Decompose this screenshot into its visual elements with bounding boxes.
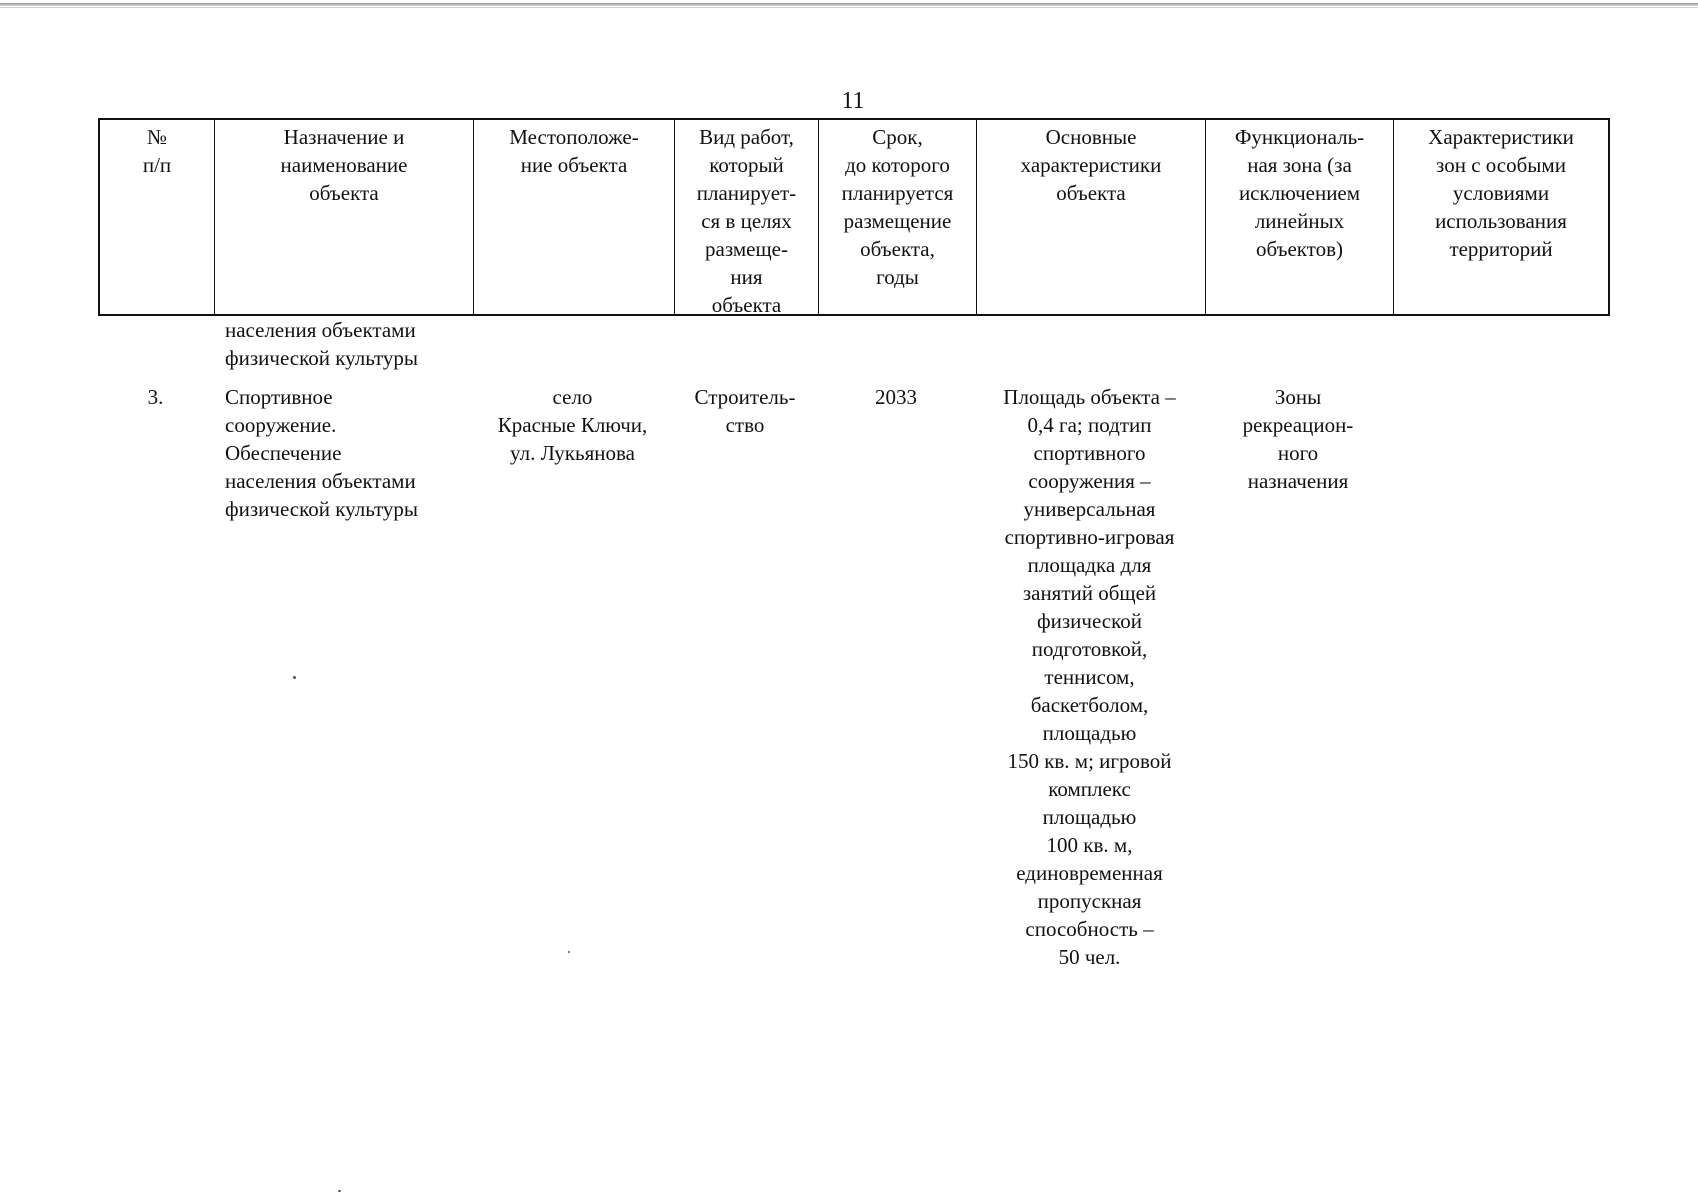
row-deadline: 2033 <box>875 385 917 409</box>
row-location: село Красные Ключи, ул. Лукьянова <box>497 385 648 465</box>
header-special-zones: Характеристики зон с особыми условиями использования территорий <box>1428 125 1574 261</box>
scan-speck <box>293 676 296 679</box>
row-object-name: Спортивное сооружение. Обеспечение населения объектами физической культуры <box>225 385 418 521</box>
scan-top-edge <box>0 3 1698 6</box>
row-functional-zone: Зоны рекреацион- ного назначения <box>1242 385 1354 493</box>
row-special-zones <box>1392 383 1606 971</box>
row-work-type: Строитель- ство <box>694 385 796 437</box>
page-number: 11 <box>841 88 865 114</box>
header-work-type: Вид работ, который планирует- ся в целях размеще- ния объекта <box>675 120 819 314</box>
row-number: 3. <box>147 385 164 409</box>
continuation-row <box>98 316 1610 372</box>
header-characteristics: Основные характеристики объекта <box>977 120 1206 314</box>
header-object-name: Назначение и наименование объекта <box>215 120 474 314</box>
table-header <box>98 118 1610 316</box>
scan-speck <box>338 1190 341 1192</box>
header-deadline: Срок, до которого планируется размещение объекта, годы <box>819 120 977 314</box>
continuation-name: населения объектами физической культуры <box>225 318 418 370</box>
header-number: № п/п <box>100 120 215 314</box>
table-row <box>98 383 1610 971</box>
scan-speck <box>568 951 570 953</box>
header-location: Местоположе- ние объекта <box>474 120 675 314</box>
row-characteristics: Площадь объекта – 0,4 га; подтип спортивного сооружения – универсальная спортивно-игровая площадка для занятий общей физической подготовкой, теннисом, баскетболом, площадью 150 кв. м; игровой комплекс площадью 100 кв. м, единовременная пропускная способность – 50 чел. <box>1003 385 1176 969</box>
scan-top-edge-line <box>0 7 1698 8</box>
header-functional-zone: Функциональ- ная зона (за исключением линейных объектов) <box>1206 120 1394 314</box>
